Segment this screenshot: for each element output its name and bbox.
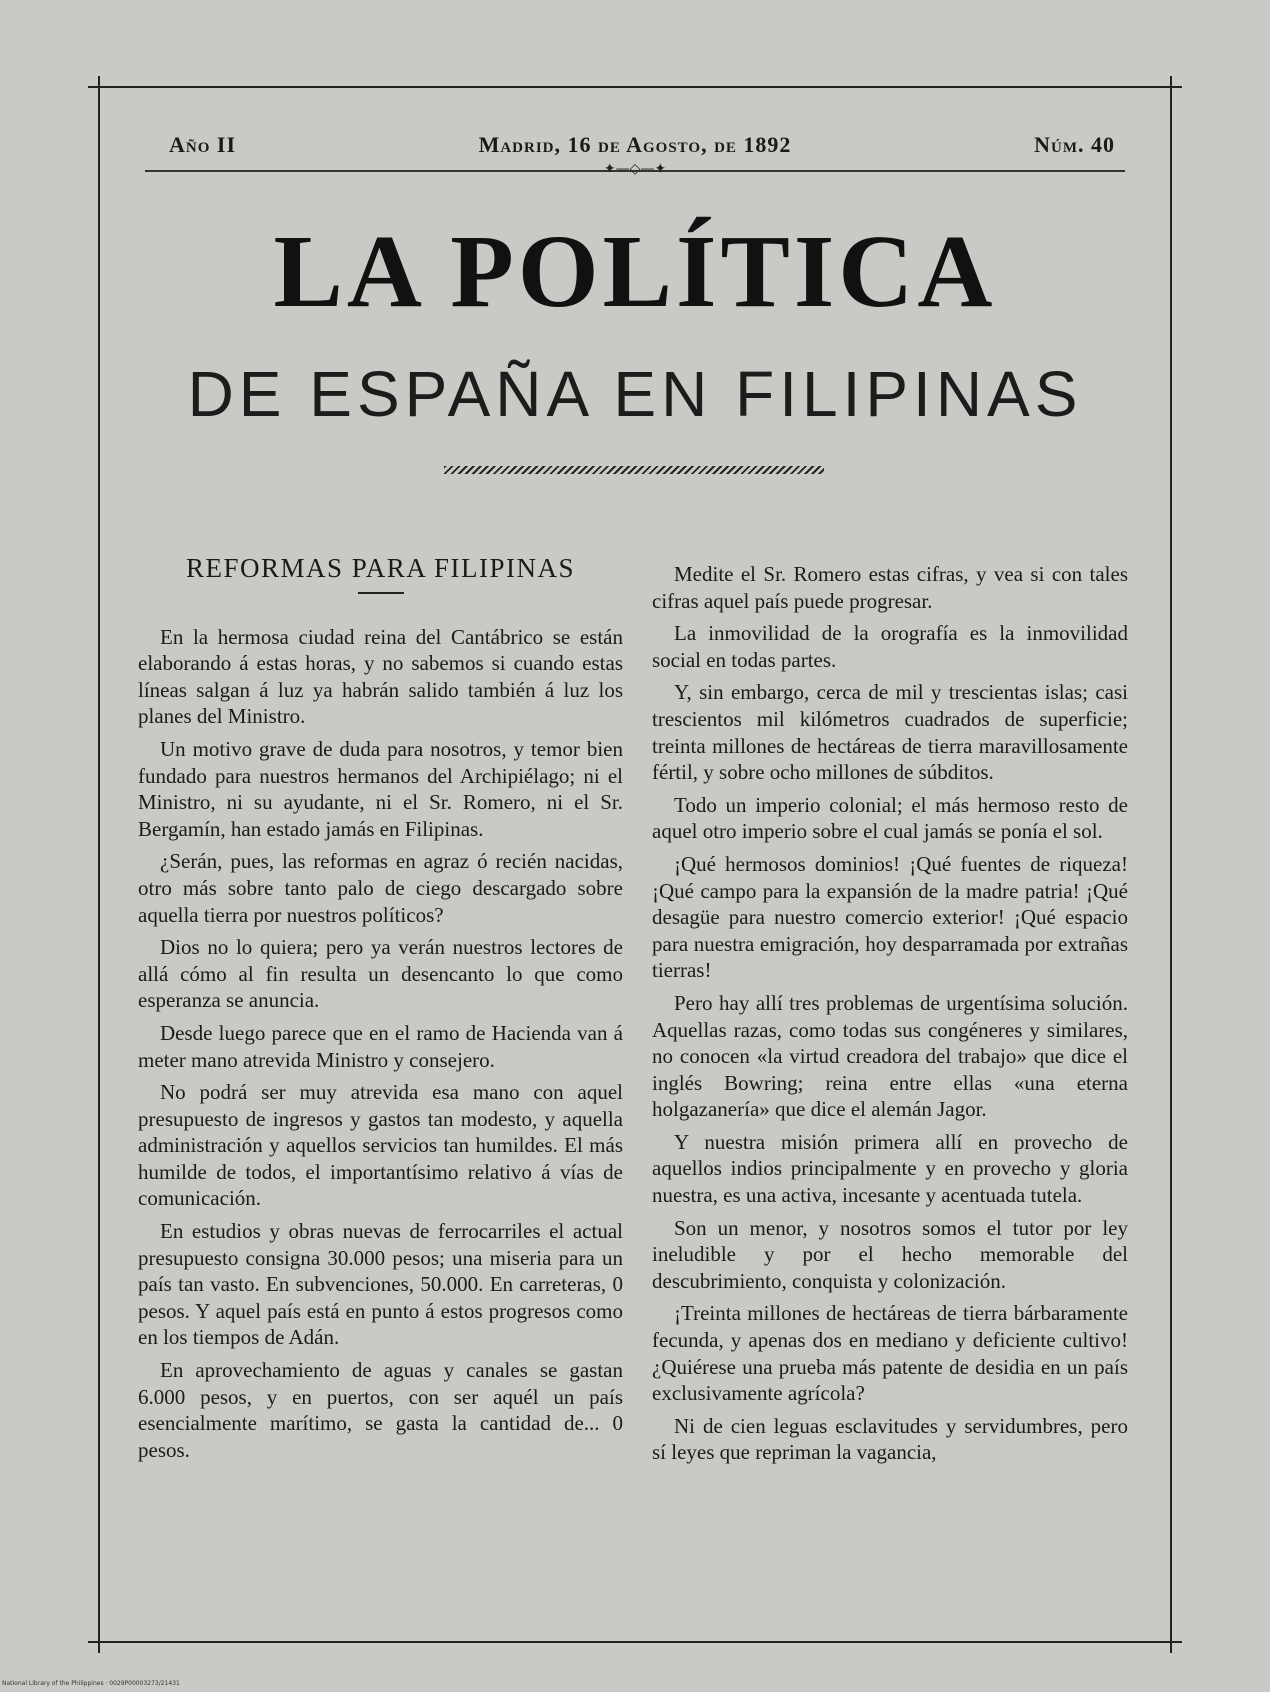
column-right xyxy=(652,561,1128,1472)
masthead-subtitle: DE ESPAÑA EN FILIPINAS xyxy=(187,358,1083,430)
corner-mark-top-left xyxy=(88,76,110,98)
paragraph: Medite el Sr. Romero estas cifras, y vea si con tales cifras aquel país puede progresar. xyxy=(652,562,1128,613)
paragraph: Un motivo grave de duda para nosotros, y temor bien fundado para nuestros hermanos del Archipiélago; ni el Ministro, ni su ayudante, ni el Sr. Romero, ni el Sr. Bergamín, han estado jamás en Filipinas. xyxy=(138,736,623,841)
masthead-title: LA POLÍTICA xyxy=(273,214,997,329)
paragraph: ¿Serán, pues, las reformas en agraz ó recién nacidas, otro más sobre tanto palo de ciego descargado sobre aquella tierra por nuestros políticos? xyxy=(138,849,623,927)
paragraph: En aprovechamiento de aguas y canales se gastan 6.000 pesos, y en puertos, con ser aquél un país esencialmente marítimo, se gasta la cantidad de... 0 pesos. xyxy=(138,1358,623,1462)
corner-mark-top-right xyxy=(1160,76,1182,98)
paragraph: Todo un imperio colonial; el más hermoso resto de aquel otro imperio sobre el cual jamás se ponía el sol. xyxy=(652,792,1128,844)
paragraph: Pero hay allí tres problemas de urgentísima solución. Aquellas razas, como todas sus congéneres y similares, no conocen «la virtud creadora del trabajo» que dice el inglés Bowring; reina entre ellas «una eterna holgazanería» que dice el alemán Jagor. xyxy=(652,990,1128,1122)
paragraph: Dios no lo quiera; pero ya verán nuestros lectores de allá cómo al fin resulta un desencanto lo que como esperanza se anuncia. xyxy=(138,935,623,1013)
paragraph: Desde luego parece que en el ramo de Hacienda van á meter mano atrevida Ministro y consejero. xyxy=(138,1020,623,1072)
paragraph: ¡Qué hermosos dominios! ¡Qué fuentes de riqueza! ¡Qué campo para la expansión de la madre patria! ¡Qué desagüe para nuestro comercio exterior! ¡Qué espacio para nuestra emigración, hoy desparramada por extrañas tierras! xyxy=(652,851,1128,983)
column-left xyxy=(138,555,623,1469)
dateline: Madrid, 16 de Agosto, de 1892 xyxy=(478,132,792,157)
paragraph: La inmovilidad de la orografía es la inmovilidad social en todas partes. xyxy=(652,621,1128,672)
issue-header xyxy=(145,132,1125,158)
corner-mark-bottom-left xyxy=(88,1631,110,1653)
scan-credit: National Library of the Philippines · 0029P00003273/21431 xyxy=(2,1680,180,1687)
paragraph: ¡Treinta millones de hectáreas de tierra bárbaramente fecunda, y apenas dos en mediano y deficiente cultivo! ¿Quiérese una prueba más patente de desidia en un país exclusivamente agrícola? xyxy=(652,1301,1128,1406)
header-ornament-icon: ✦—◇—✦ xyxy=(603,161,667,177)
paragraph: Ni de cien leguas esclavitudes y servidumbres, pero sí leyes que repriman la vagancia, xyxy=(652,1413,1128,1465)
bottom-border xyxy=(95,1641,1175,1643)
article-title: REFORMAS PARA FILIPINAS xyxy=(185,553,576,583)
issue-number: Núm. 40 xyxy=(1034,132,1115,157)
paragraph: Son un menor, y nosotros somos el tutor por ley ineludible y por el hecho memorable del descubrimiento, conquista y colonización. xyxy=(652,1215,1128,1293)
paragraph: Y nuestra misión primera allí en provecho de aquellos indios principalmente y en provecho y gloria nuestra, es una activa, incesante y acentuada tutela. xyxy=(652,1129,1128,1208)
corner-mark-bottom-right xyxy=(1160,1631,1182,1653)
paragraph: No podrá ser muy atrevida esa mano con aquel presupuesto de ingresos y gastos tan modesto, y aquella administración y aquellos servicios tan humildes. El más humilde de todos, el importantísimo relativo á vías de comunicación. xyxy=(138,1080,623,1211)
top-border xyxy=(95,86,1175,88)
paragraph: Y, sin embargo, cerca de mil y trescientas islas; casi trescientos mil kilómetros cuadrados de superficie; treinta millones de hectáreas de tierra maravillosamente fértil, y sobre ocho millones de súbditos. xyxy=(652,680,1128,785)
issue-year: Año II xyxy=(169,132,237,157)
article-title-rule xyxy=(358,592,404,594)
paragraph: En la hermosa ciudad reina del Cantábrico se están elaborando á estas horas, y no sabemos si cuando estas líneas salgan á luz ya habrán salido también á luz los planes del Ministro. xyxy=(138,624,623,729)
paragraph: En estudios y obras nuevas de ferrocarriles el actual presupuesto consigna 30.000 pesos; una miseria para un país tan vasto. En subvenciones, 50.000. En carreteras, 0 pesos. Y aquel país está en punto á estos progresos como en los tiempos de Adán. xyxy=(138,1219,623,1350)
masthead-ornament xyxy=(444,466,824,474)
